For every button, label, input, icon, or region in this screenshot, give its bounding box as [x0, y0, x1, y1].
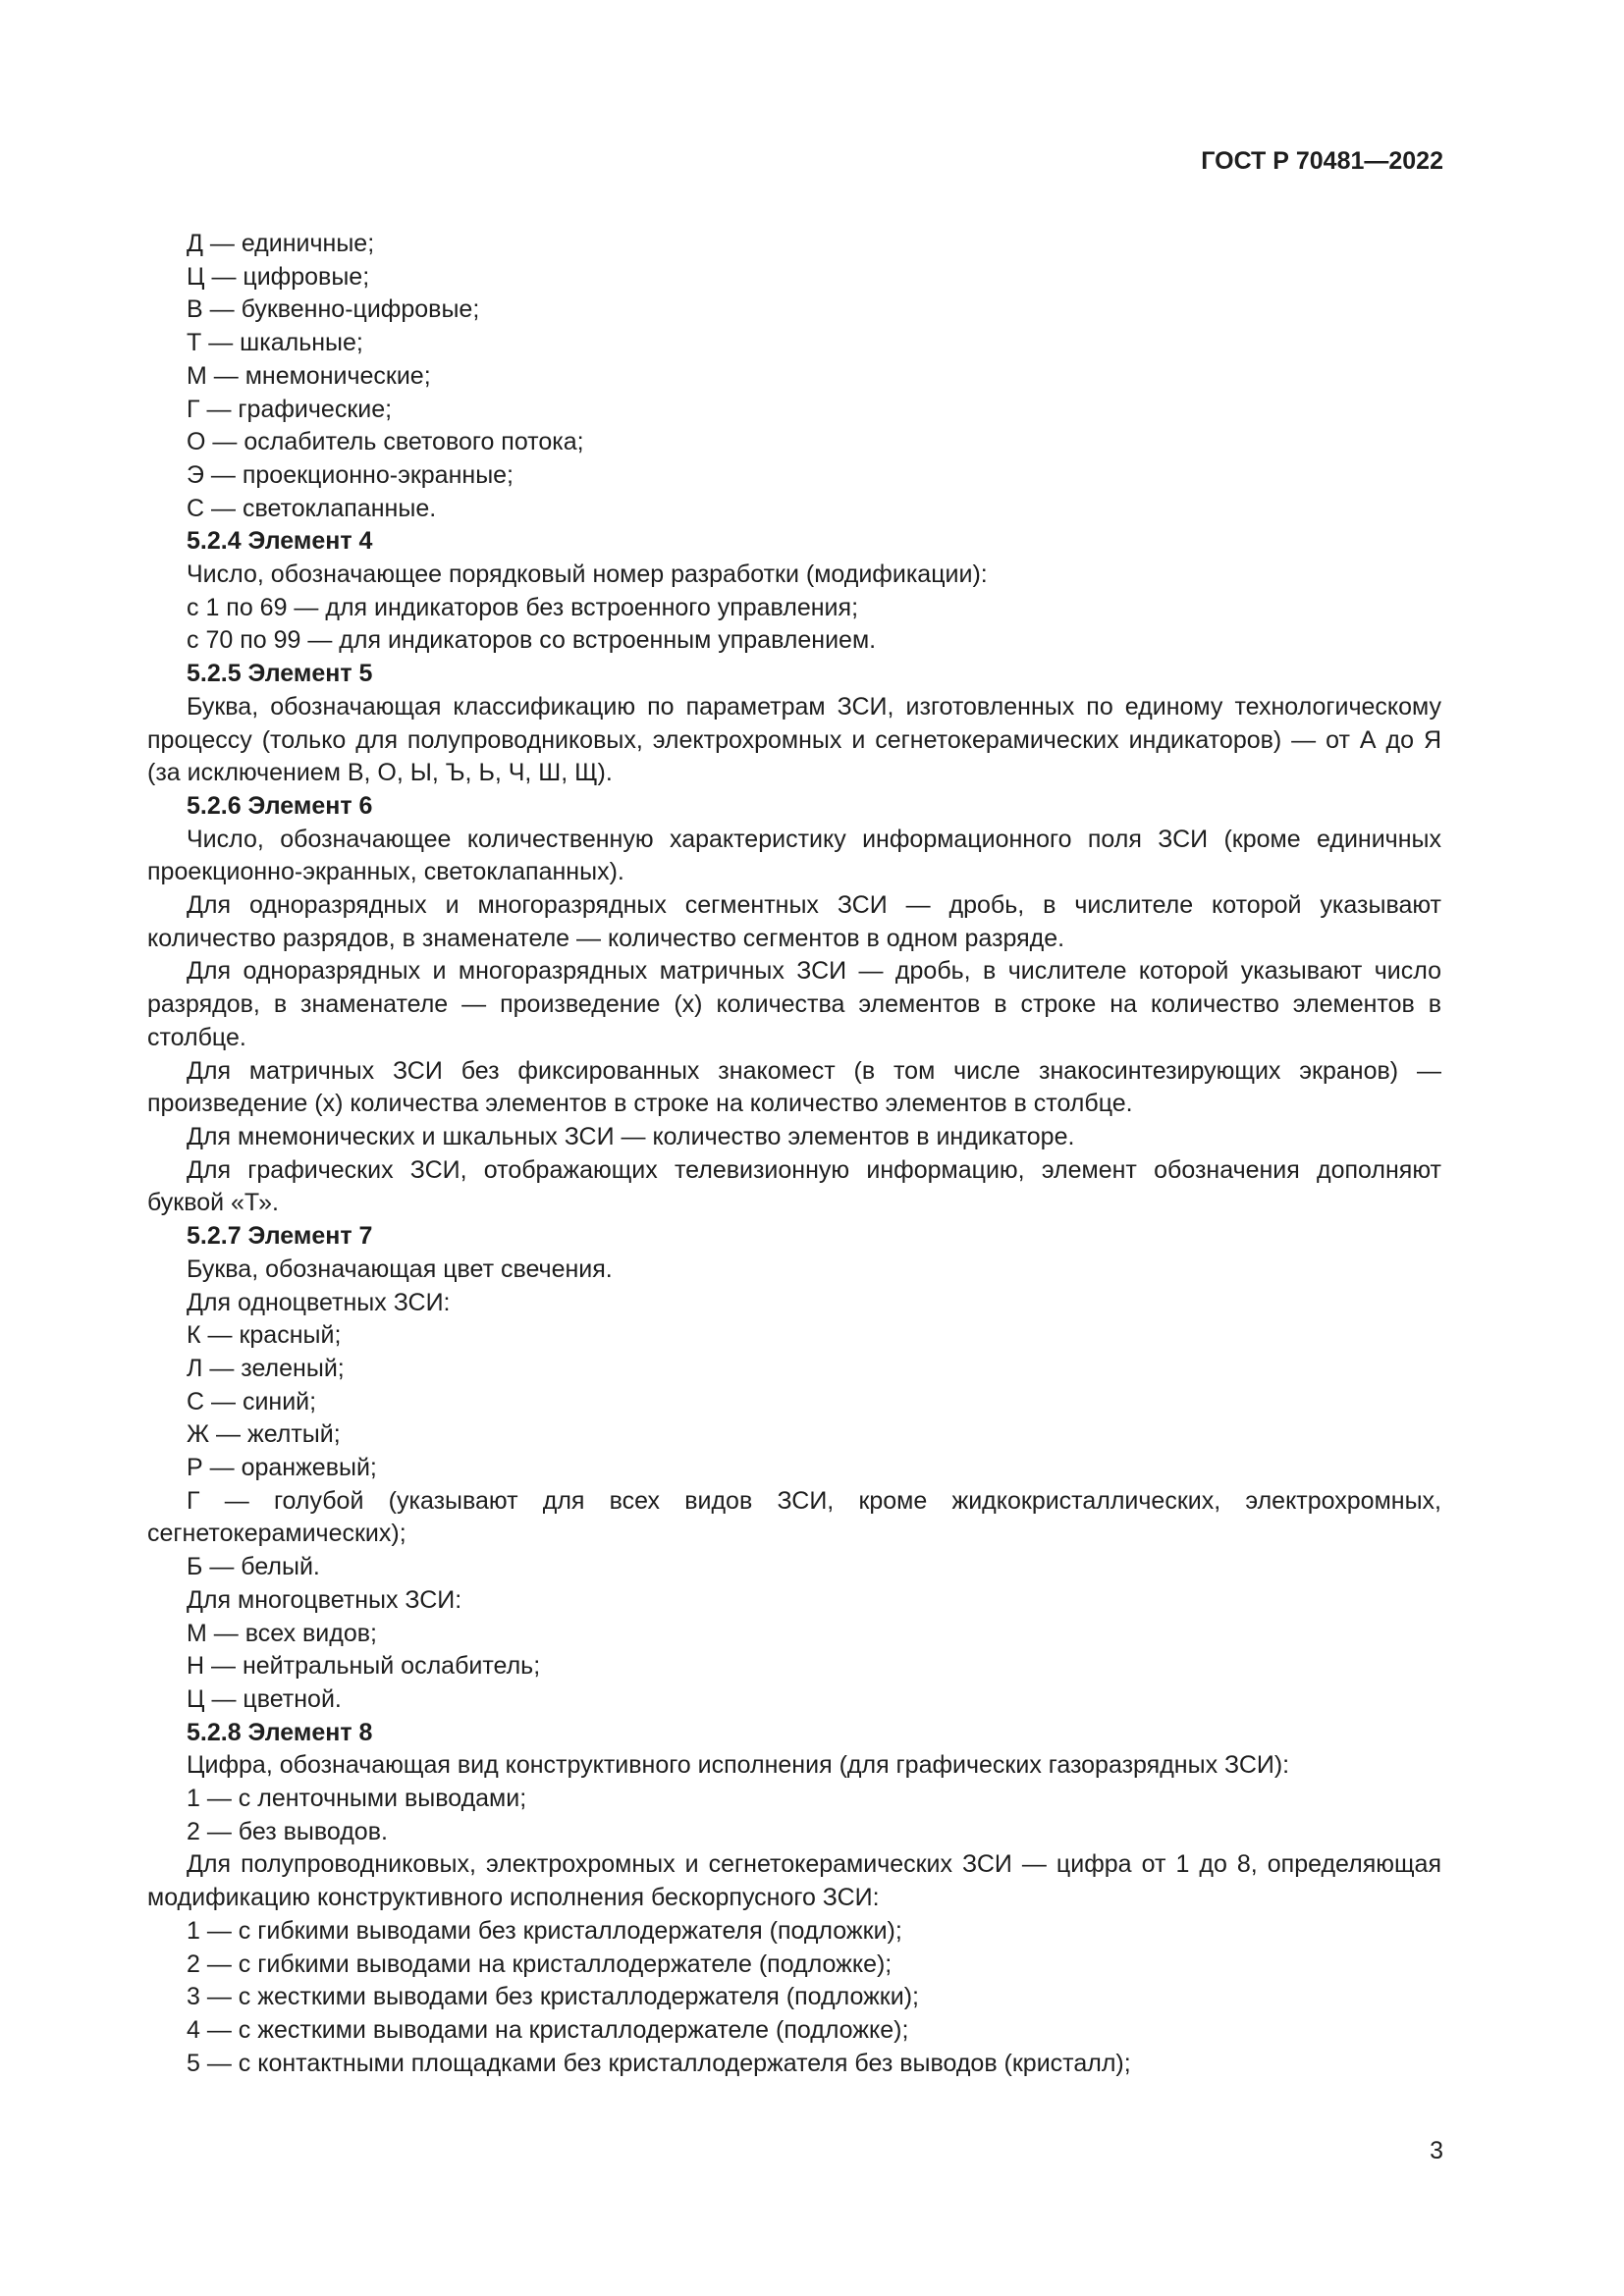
paragraph: Г — графические;	[187, 395, 393, 423]
paragraph: Ц — цветной.	[187, 1684, 342, 1713]
paragraph: О — ослабитель светового потока;	[187, 428, 584, 456]
paragraph: 3 — с жесткими выводами без кристаллодержателя (подложки);	[187, 1983, 919, 2011]
paragraph: Т — шкальные;	[187, 329, 363, 357]
paragraph: 4 — с жесткими выводами на кристаллодержателе (подложке);	[187, 2015, 909, 2044]
document-header-id: ГОСТ Р 70481—2022	[1201, 147, 1443, 175]
paragraph: Число, обозначающее порядковый номер разработки (модификации):	[187, 561, 988, 589]
section-heading: 5.2.6 Элемент 6	[187, 791, 373, 820]
paragraph: 2 — с гибкими выводами на кристаллодержателе (подложке);	[187, 1949, 893, 1978]
paragraph: Для одноразрядных и многоразрядных сегментных ЗСИ — дробь, в числителе которой указывают количество разрядов, в знаменателе — количество сегментов в одном разряде.	[147, 891, 1441, 952]
paragraph: Цифра, обозначающая вид конструктивного исполнения (для графических газоразрядных ЗСИ):	[187, 1751, 1290, 1780]
paragraph: Для одноцветных ЗСИ:	[187, 1288, 451, 1316]
paragraph: 5 — с контактными площадками без кристаллодержателя без выводов (кристалл);	[187, 2049, 1131, 2077]
paragraph: Р — оранжевый;	[187, 1454, 377, 1482]
paragraph: М — мнемонические;	[187, 361, 431, 390]
paragraph: 1 — с гибкими выводами без кристаллодержателя (подложки);	[187, 1916, 902, 1945]
section-heading: 5.2.7 Элемент 7	[187, 1222, 373, 1251]
paragraph: Г — голубой (указывают для всех видов ЗСИ, кроме жидкокристаллических, электрохромных, сегнетокерамических);	[147, 1486, 1441, 1548]
paragraph: Ц — цифровые;	[187, 262, 370, 291]
paragraph: 2 — без выводов.	[187, 1817, 388, 1845]
paragraph: Для одноразрядных и многоразрядных матричных ЗСИ — дробь, в числителе которой указывают число разрядов, в знаменателе — произведение (х) количества элементов в строке на количество элементов в столбце.	[147, 957, 1441, 1051]
paragraph: Н — нейтральный ослабитель;	[187, 1652, 541, 1681]
page-number: 3	[1430, 2137, 1443, 2164]
document-body	[147, 228, 1441, 2080]
paragraph: М — всех видов;	[187, 1619, 377, 1647]
paragraph: Для графических ЗСИ, отображающих телевизионную информацию, элемент обозначения дополняют буквой «Т».	[147, 1155, 1441, 1217]
paragraph: 1 — с ленточными выводами;	[187, 1785, 527, 1813]
paragraph: Для мнемонических и шкальных ЗСИ — количество элементов в индикаторе.	[187, 1122, 1075, 1150]
paragraph: Л — зеленый;	[187, 1354, 345, 1382]
section-heading: 5.2.8 Элемент 8	[187, 1718, 373, 1746]
paragraph: С — светоклапанные.	[187, 494, 437, 522]
section-heading: 5.2.4 Элемент 4	[187, 527, 373, 556]
paragraph: Для многоцветных ЗСИ:	[187, 1585, 462, 1614]
paragraph: Ж — желтый;	[187, 1420, 341, 1449]
paragraph: Для матричных ЗСИ без фиксированных знакомест (в том числе знакосинтезирующих экранов) — произведение (х) количества элементов в строке на количество элементов в столбце.	[147, 1056, 1441, 1118]
section-heading: 5.2.5 Элемент 5	[187, 660, 373, 688]
paragraph: Э — проекционно-экранные;	[187, 460, 514, 489]
paragraph: Буква, обозначающая цвет свечения.	[187, 1255, 613, 1283]
paragraph: К — красный;	[187, 1321, 342, 1350]
paragraph: В — буквенно-цифровые;	[187, 295, 480, 324]
paragraph: Д — единичные;	[187, 230, 375, 257]
paragraph: Для полупроводниковых, электрохромных и сегнетокерамических ЗСИ — цифра от 1 до 8, определяющая модификацию конструктивного исполнения бескорпусного ЗСИ:	[147, 1850, 1441, 1912]
paragraph: с 70 по 99 — для индикаторов со встроенным управлением.	[187, 626, 877, 655]
paragraph: Число, обозначающее количественную характеристику информационного поля ЗСИ (кроме единичных проекционно-экранных, светоклапанных).	[147, 825, 1441, 886]
paragraph: Буква, обозначающая классификацию по параметрам ЗСИ, изготовленных по единому технологическому процессу (только для полупроводниковых, электрохромных и сегнетокерамических индикаторов) — от А до Я (за исключением В, О, Ы, Ъ, Ь, Ч, Ш, Щ).	[147, 692, 1441, 787]
paragraph: Б — белый.	[187, 1553, 320, 1581]
paragraph: С — синий;	[187, 1387, 317, 1415]
paragraph: с 1 по 69 — для индикаторов без встроенного управления;	[187, 593, 859, 621]
